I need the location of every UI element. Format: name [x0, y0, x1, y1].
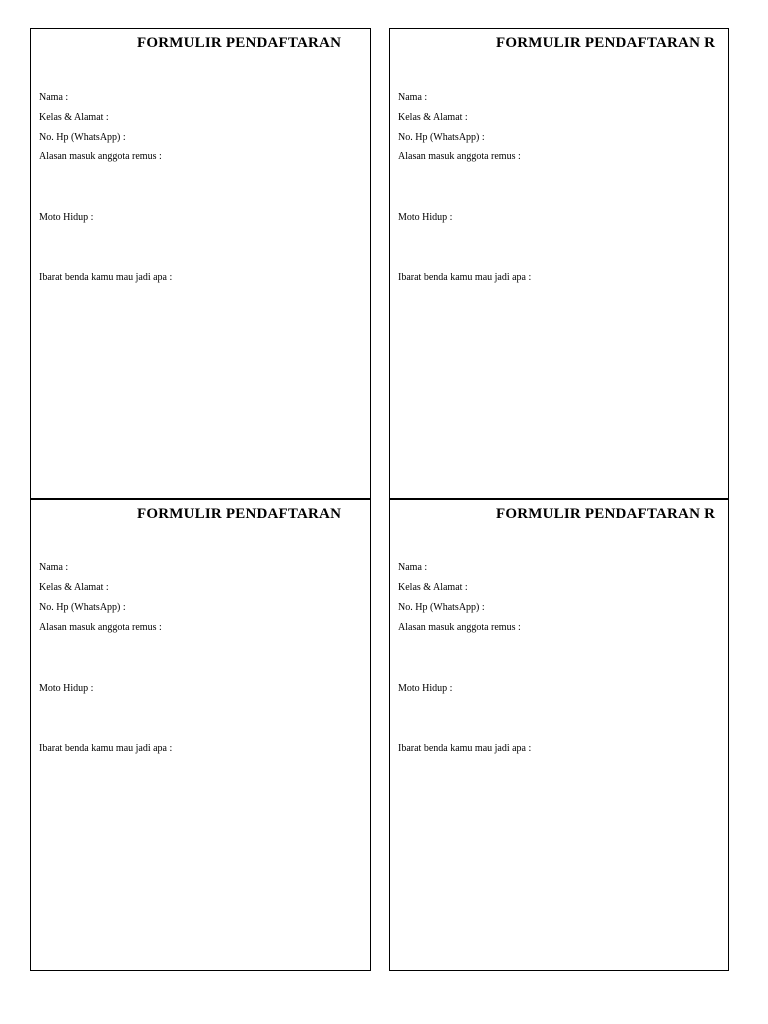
form-title: FORMULIR PENDAFTARAN R	[496, 35, 716, 51]
field-label-no-hp: No. Hp (WhatsApp) :	[39, 602, 126, 613]
registration-form-bottom-left	[30, 499, 371, 971]
registration-form-top-right	[389, 28, 729, 499]
field-label-kelas-alamat: Kelas & Alamat :	[39, 582, 109, 593]
field-label-nama: Nama :	[398, 562, 428, 573]
field-label-ibarat-benda: Ibarat benda kamu mau jadi apa :	[39, 272, 173, 283]
registration-form-top-left	[30, 28, 371, 499]
field-label-kelas-alamat: Kelas & Alamat :	[39, 112, 109, 123]
field-label-alasan: Alasan masuk anggota remus :	[39, 622, 162, 633]
field-label-ibarat-benda: Ibarat benda kamu mau jadi apa :	[39, 743, 173, 754]
form-title: FORMULIR PENDAFTARAN R	[496, 506, 716, 522]
form-title: FORMULIR PENDAFTARAN	[137, 35, 342, 51]
field-label-moto-hidup: Moto Hidup :	[398, 683, 453, 694]
field-label-no-hp: No. Hp (WhatsApp) :	[398, 132, 485, 143]
field-label-no-hp: No. Hp (WhatsApp) :	[39, 132, 126, 143]
field-label-alasan: Alasan masuk anggota remus :	[398, 151, 521, 162]
field-label-kelas-alamat: Kelas & Alamat :	[398, 582, 468, 593]
registration-form-bottom-right	[389, 499, 729, 971]
field-label-nama: Nama :	[39, 562, 69, 573]
field-label-nama: Nama :	[398, 92, 428, 103]
field-label-moto-hidup: Moto Hidup :	[39, 212, 94, 223]
field-label-ibarat-benda: Ibarat benda kamu mau jadi apa :	[398, 272, 532, 283]
field-label-alasan: Alasan masuk anggota remus :	[398, 622, 521, 633]
form-title: FORMULIR PENDAFTARAN	[137, 506, 342, 522]
field-label-kelas-alamat: Kelas & Alamat :	[398, 112, 468, 123]
field-label-moto-hidup: Moto Hidup :	[398, 212, 453, 223]
field-label-no-hp: No. Hp (WhatsApp) :	[398, 602, 485, 613]
field-label-ibarat-benda: Ibarat benda kamu mau jadi apa :	[398, 743, 532, 754]
field-label-alasan: Alasan masuk anggota remus :	[39, 151, 162, 162]
field-label-nama: Nama :	[39, 92, 69, 103]
field-label-moto-hidup: Moto Hidup :	[39, 683, 94, 694]
